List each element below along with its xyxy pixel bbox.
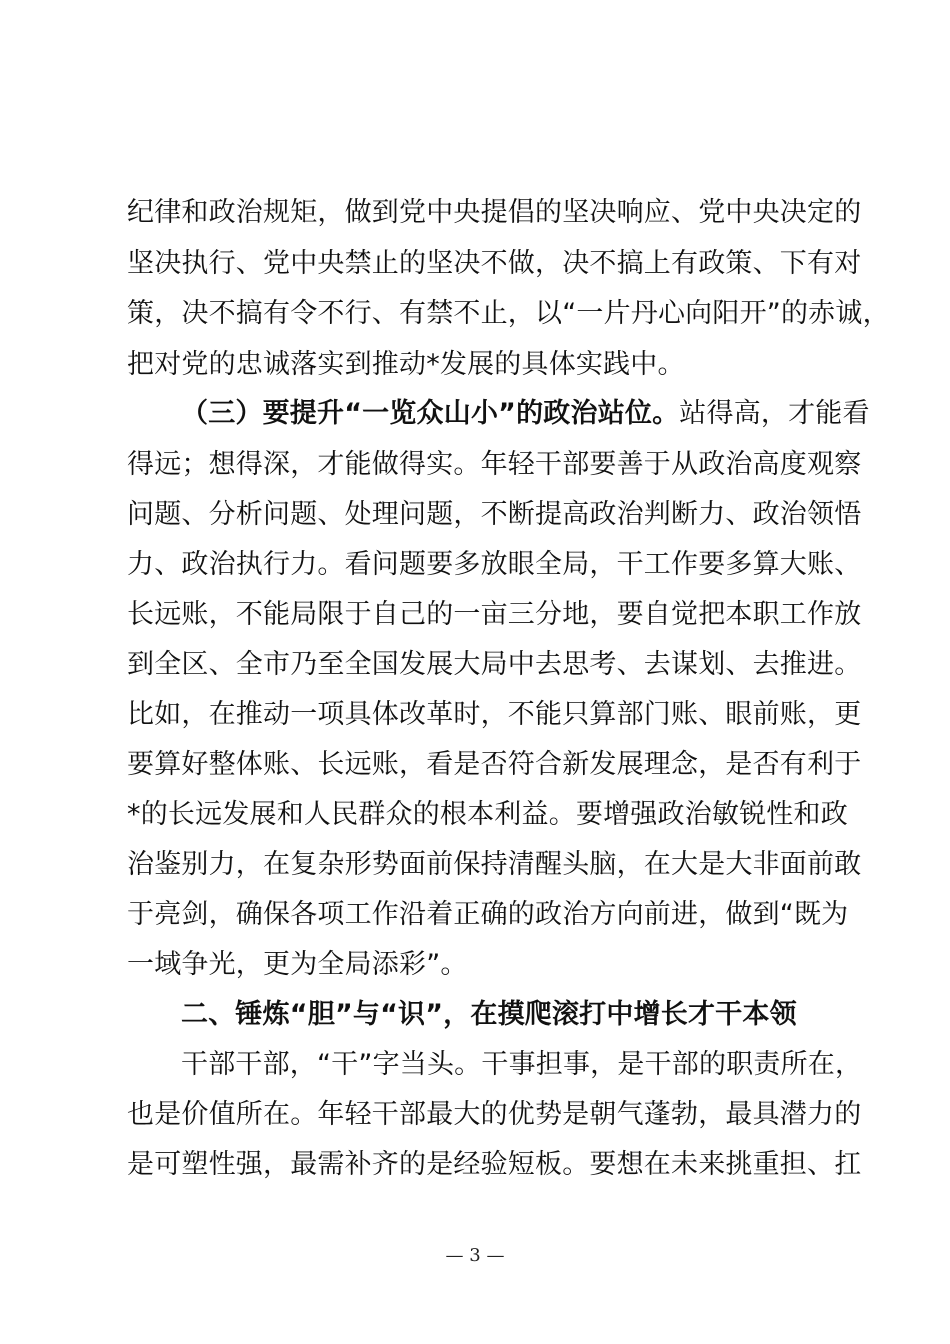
page-number: — 3 —	[445, 1245, 505, 1266]
body-line: 纪律和政治规矩，做到党中央提倡的坚决响应、党中央决定的	[127, 197, 862, 228]
body-line: 比如，在推动一项具体改革时，不能只算部门账、眼前账，更	[127, 699, 862, 730]
body-line: *的长远发展和人民群众的根本利益。要增强政治敏锐性和政	[127, 799, 848, 830]
body-line: 把对党的忠诚落实到推动*发展的具体实践中。	[127, 349, 685, 380]
body-line: 到全区、全市乃至全国发展大局中去思考、去谋划、去推进。	[127, 649, 862, 680]
body-line: 是可塑性强，最需补齐的是经验短板。要想在未来挑重担、扛	[127, 1149, 862, 1180]
body-line: 长远账，不能局限于自己的一亩三分地，要自觉把本职工作放	[127, 599, 862, 630]
subheading-line	[181, 397, 870, 431]
section-heading: 二、锤炼“胆”与“识”，在摸爬滚打中增长才干本领	[181, 999, 797, 1030]
subheading-text: 站得高，才能看	[679, 398, 870, 429]
body-line: 得远；想得深，才能做得实。年轻干部要善于从政治高度观察	[127, 449, 862, 480]
body-line: 问题、分析问题、处理问题，不断提高政治判断力、政治领悟	[127, 499, 862, 530]
body-line: 干部干部，“干”字当头。干事担事，是干部的职责所在，	[181, 1049, 863, 1080]
body-line: 一域争光，更为全局添彩”。	[127, 949, 468, 980]
body-line: 力、政治执行力。看问题要多放眼全局，干工作要多算大账、	[127, 549, 862, 580]
body-line: 也是价值所在。年轻干部最大的优势是朝气蓬勃，最具潜力的	[127, 1099, 862, 1130]
body-line: 治鉴别力，在复杂形势面前保持清醒头脑，在大是大非面前敢	[127, 849, 862, 880]
body-line: 要算好整体账、长远账，看是否符合新发展理念，是否有利于	[127, 749, 862, 780]
subheading-title: （三）要提升“一览众山小”的政治站位。	[181, 398, 680, 429]
body-line: 坚决执行、党中央禁止的坚决不做，决不搞上有政策、下有对	[127, 248, 862, 279]
body-line: 于亮剑，确保各项工作沿着正确的政治方向前进，做到“既为	[127, 899, 849, 930]
body-line: 策，决不搞有令不行、有禁不止，以“一片丹心向阳开”的赤诚，	[127, 298, 890, 329]
